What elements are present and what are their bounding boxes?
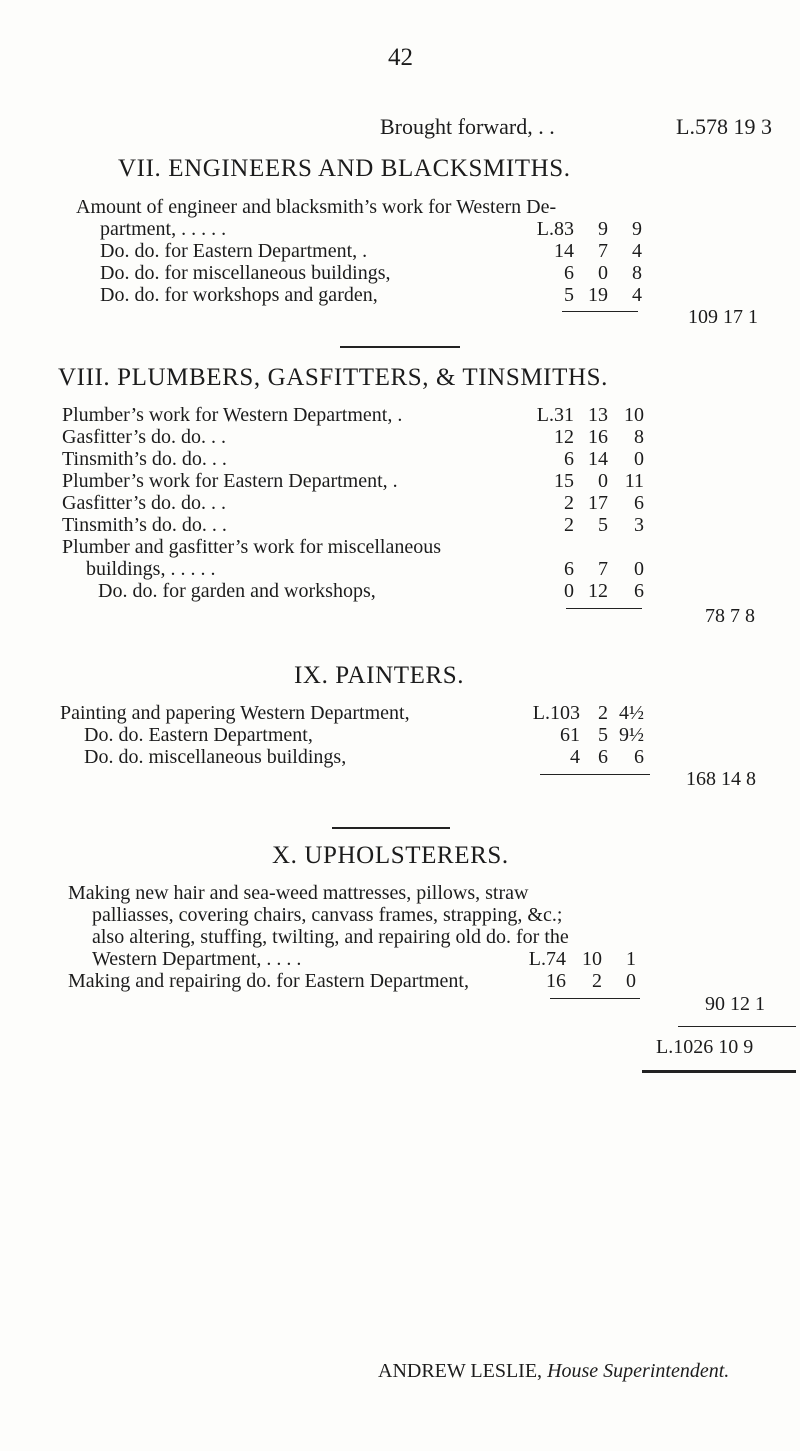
shillings: 17 — [588, 492, 608, 514]
section-heading-upholsterers: X. UPHOLSTERERS. — [272, 842, 509, 869]
line-text: Painting and papering Western Department, — [60, 702, 410, 724]
line-text: Tinsmith’s do. do. . . — [62, 514, 227, 536]
line-text: Tinsmith’s do. do. . . — [62, 448, 227, 470]
subtotal-rule — [562, 311, 638, 312]
pounds: 12 — [554, 426, 574, 448]
pounds: 2 — [564, 492, 574, 514]
line-text: Making new hair and sea-weed mattresses, pillows, straw — [68, 882, 529, 904]
shillings: 6 — [598, 746, 608, 768]
pence: 3 — [634, 514, 644, 536]
pounds: 14 — [554, 240, 574, 262]
line-text: Do. do. for workshops and garden, — [100, 284, 378, 306]
pence: 0 — [626, 970, 636, 992]
line-text: Do. do. for Eastern Department, . — [100, 240, 368, 262]
pence: 6 — [634, 580, 644, 602]
line-amount — [526, 558, 644, 581]
line-amount — [526, 470, 644, 493]
pounds: 5 — [564, 284, 574, 306]
shillings: 13 — [588, 404, 608, 426]
line-text: also altering, stuffing, twilting, and repairing old do. for the — [92, 926, 569, 948]
section-total: 168 14 8 — [686, 768, 756, 790]
pence: 9 — [632, 218, 642, 240]
shillings: 0 — [598, 262, 608, 284]
pence: 4 — [632, 240, 642, 262]
pounds: 4 — [570, 746, 580, 768]
shillings: 12 — [588, 580, 608, 602]
shillings: 2 — [592, 970, 602, 992]
line-text: Western Department, . . . . — [92, 948, 302, 970]
pence: 6 — [634, 492, 644, 514]
section-heading-engineers: VII. ENGINEERS AND BLACKSMITHS. — [118, 155, 571, 182]
subtotal-rule — [566, 608, 642, 609]
line-amount — [524, 262, 642, 285]
subtotal-rule — [540, 774, 650, 775]
signature — [378, 1360, 729, 1383]
pence: 0 — [634, 448, 644, 470]
shillings: 0 — [598, 470, 608, 492]
line-text: Gasfitter’s do. do. . . — [62, 426, 227, 448]
line-text: Amount of engineer and blacksmith’s work for Western De- — [76, 196, 557, 218]
section-total: 78 7 8 — [705, 605, 755, 627]
pence: 4½ — [619, 702, 644, 724]
line-text: Plumber’s work for Western Department, . — [62, 404, 403, 426]
line-text: Making and repairing do. for Eastern Department, — [68, 970, 469, 992]
line-text: Gasfitter’s do. do. . . — [62, 492, 227, 514]
line-text: Do. do. miscellaneous buildings, — [84, 746, 347, 768]
line-text: Do. do. Eastern Department, — [84, 724, 313, 746]
shillings: 7 — [598, 240, 608, 262]
shillings: 5 — [598, 514, 608, 536]
pence: 6 — [634, 746, 644, 768]
line-amount — [526, 426, 644, 449]
line-text: partment, . . . . . — [100, 218, 227, 240]
subtotal-rule — [550, 998, 640, 999]
line-amount — [524, 240, 642, 263]
pence: 11 — [624, 470, 644, 492]
line-amount — [520, 702, 644, 725]
shillings: 19 — [588, 284, 608, 306]
brought-forward-amount: L.578 19 3 — [676, 114, 772, 139]
pounds: 15 — [554, 470, 574, 492]
signature-title: House Superintendent. — [547, 1360, 730, 1382]
shillings: 2 — [598, 702, 608, 724]
pence: 8 — [634, 426, 644, 448]
brought-forward-label: Brought forward, . . — [380, 114, 555, 139]
shillings: 7 — [598, 558, 608, 580]
line-text: Plumber’s work for Eastern Department, . — [62, 470, 398, 492]
section-total: 109 17 1 — [688, 306, 758, 328]
line-amount — [524, 218, 642, 241]
pounds: L.83 — [536, 218, 574, 240]
pence: 4 — [632, 284, 642, 306]
pounds: 6 — [564, 262, 574, 284]
pence: 10 — [624, 404, 644, 426]
pence: 1 — [626, 948, 636, 970]
line-amount — [516, 970, 636, 993]
grand-total-rule-bottom — [642, 1070, 796, 1073]
signature-name: ANDREW LESLIE, — [378, 1360, 543, 1382]
line-text: Do. do. for garden and workshops, — [98, 580, 376, 602]
line-text: Plumber and gasfitter’s work for miscellaneous — [62, 536, 441, 558]
pounds: 0 — [564, 580, 574, 602]
section-heading-plumbers: VIII. PLUMBERS, GASFITTERS, & TINSMITHS. — [58, 364, 608, 391]
line-amount — [526, 492, 644, 515]
line-amount — [524, 284, 642, 307]
shillings: 10 — [582, 948, 602, 970]
pounds: 6 — [564, 448, 574, 470]
line-text: Do. do. for miscellaneous buildings, — [100, 262, 391, 284]
pence: 0 — [634, 558, 644, 580]
pounds: 16 — [546, 970, 566, 992]
page-number: 42 — [388, 44, 413, 71]
pounds: L.31 — [536, 404, 574, 426]
shillings: 14 — [588, 448, 608, 470]
section-total: 90 12 1 — [705, 993, 765, 1015]
shillings: 9 — [598, 218, 608, 240]
pounds: 2 — [564, 514, 574, 536]
section-heading-painters: IX. PAINTERS. — [294, 662, 465, 689]
line-amount — [526, 448, 644, 471]
shillings: 5 — [598, 724, 608, 746]
line-amount — [526, 514, 644, 537]
pounds: L.103 — [532, 702, 580, 724]
line-amount — [516, 948, 636, 971]
pence: 9½ — [619, 724, 644, 746]
line-amount — [526, 404, 644, 427]
section-divider — [332, 827, 450, 829]
pounds: 6 — [564, 558, 574, 580]
section-divider — [340, 346, 460, 348]
line-text: palliasses, covering chairs, canvass frames, strapping, &c.; — [92, 904, 563, 926]
grand-total-rule-top — [678, 1026, 796, 1027]
grand-total: L.1026 10 9 — [656, 1036, 754, 1058]
pence: 8 — [632, 262, 642, 284]
line-text: buildings, . . . . . — [86, 558, 216, 580]
pounds: 61 — [560, 724, 580, 746]
line-amount — [526, 580, 644, 603]
line-amount — [520, 746, 644, 769]
line-amount — [520, 724, 644, 747]
shillings: 16 — [588, 426, 608, 448]
pounds: L.74 — [528, 948, 566, 970]
